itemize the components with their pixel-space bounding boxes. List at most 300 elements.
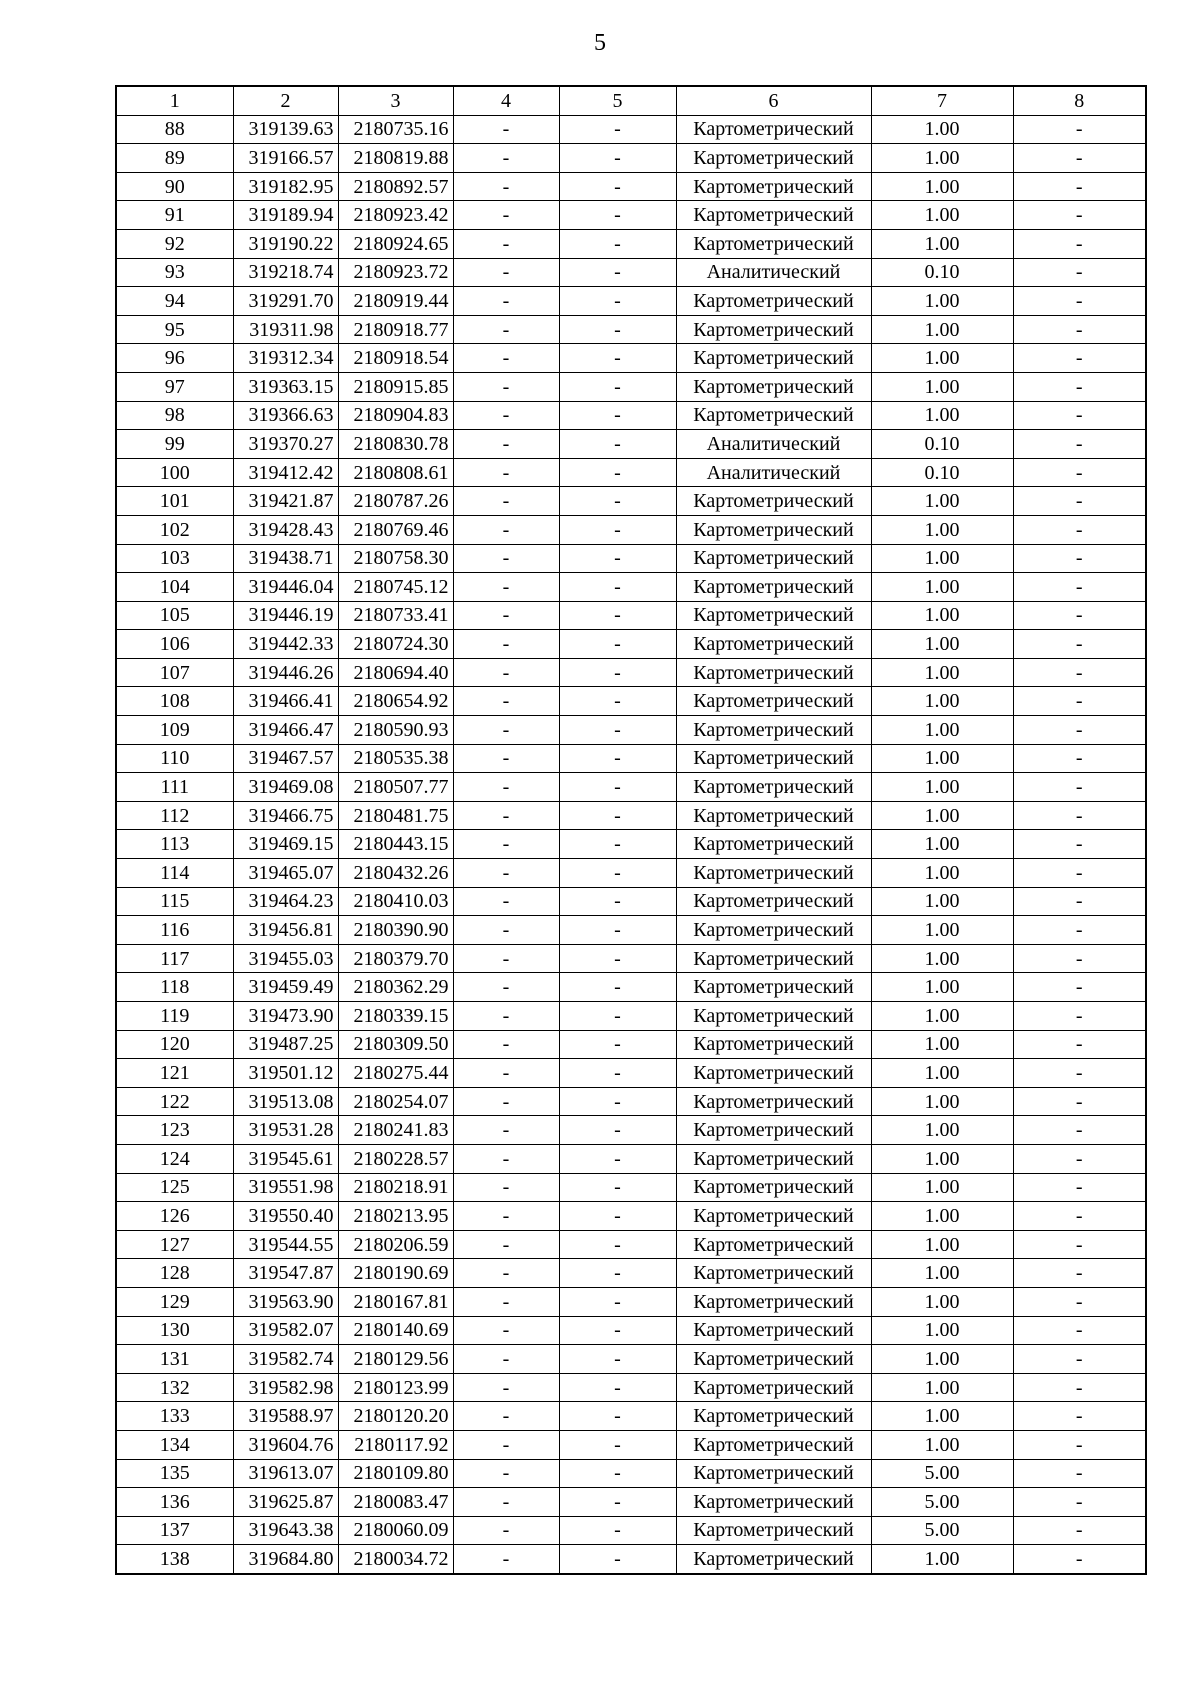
accuracy-cell: 1.00 [871, 315, 1013, 344]
col8-value-cell: - [1013, 973, 1146, 1002]
col8-value-cell: - [1013, 1002, 1146, 1031]
x-coordinate-cell: 319613.07 [233, 1459, 338, 1488]
col5-value-cell: - [559, 1116, 676, 1145]
accuracy-cell: 1.00 [871, 1545, 1013, 1574]
col5-value-cell: - [559, 601, 676, 630]
method-cell: Картометрический [676, 687, 871, 716]
method-cell: Картометрический [676, 544, 871, 573]
table-row [116, 515, 1146, 544]
point-number-cell: 129 [116, 1287, 233, 1316]
accuracy-cell: 1.00 [871, 687, 1013, 716]
x-coordinate-cell: 319370.27 [233, 430, 338, 459]
x-coordinate-cell: 319588.97 [233, 1402, 338, 1431]
col4-value-cell: - [453, 487, 559, 516]
method-cell: Картометрический [676, 1173, 871, 1202]
table-row [116, 344, 1146, 373]
method-cell: Картометрический [676, 573, 871, 602]
y-coordinate-cell: 2180481.75 [338, 801, 453, 830]
col5-value-cell: - [559, 458, 676, 487]
y-coordinate-cell: 2180808.61 [338, 458, 453, 487]
col4-value-cell: - [453, 830, 559, 859]
col4-value-cell: - [453, 401, 559, 430]
col5-value-cell: - [559, 115, 676, 144]
method-cell: Картометрический [676, 229, 871, 258]
table-row [116, 1345, 1146, 1374]
method-cell: Аналитический [676, 430, 871, 459]
col8-value-cell: - [1013, 201, 1146, 230]
col5-value-cell: - [559, 201, 676, 230]
y-coordinate-cell: 2180830.78 [338, 430, 453, 459]
col8-value-cell: - [1013, 630, 1146, 659]
y-coordinate-cell: 2180769.46 [338, 515, 453, 544]
accuracy-cell: 1.00 [871, 1116, 1013, 1145]
method-cell: Картометрический [676, 944, 871, 973]
accuracy-cell: 1.00 [871, 144, 1013, 173]
point-number-cell: 102 [116, 515, 233, 544]
table-row [116, 287, 1146, 316]
y-coordinate-cell: 2180228.57 [338, 1144, 453, 1173]
y-coordinate-cell: 2180339.15 [338, 1002, 453, 1031]
col5-value-cell: - [559, 773, 676, 802]
accuracy-cell: 0.10 [871, 430, 1013, 459]
column-header-1: 1 [116, 86, 233, 115]
y-coordinate-cell: 2180694.40 [338, 658, 453, 687]
x-coordinate-cell: 319501.12 [233, 1059, 338, 1088]
y-coordinate-cell: 2180923.72 [338, 258, 453, 287]
y-coordinate-cell: 2180060.09 [338, 1516, 453, 1545]
col4-value-cell: - [453, 1144, 559, 1173]
col8-value-cell: - [1013, 515, 1146, 544]
x-coordinate-cell: 319312.34 [233, 344, 338, 373]
method-cell: Картометрический [676, 1259, 871, 1288]
col4-value-cell: - [453, 544, 559, 573]
y-coordinate-cell: 2180129.56 [338, 1345, 453, 1374]
accuracy-cell: 1.00 [871, 658, 1013, 687]
point-number-cell: 138 [116, 1545, 233, 1574]
col5-value-cell: - [559, 687, 676, 716]
y-coordinate-cell: 2180309.50 [338, 1030, 453, 1059]
x-coordinate-cell: 319291.70 [233, 287, 338, 316]
col8-value-cell: - [1013, 1345, 1146, 1374]
table-row [116, 1402, 1146, 1431]
method-cell: Аналитический [676, 458, 871, 487]
y-coordinate-cell: 2180432.26 [338, 859, 453, 888]
x-coordinate-cell: 319166.57 [233, 144, 338, 173]
col4-value-cell: - [453, 1545, 559, 1574]
point-number-cell: 123 [116, 1116, 233, 1145]
x-coordinate-cell: 319487.25 [233, 1030, 338, 1059]
y-coordinate-cell: 2180254.07 [338, 1087, 453, 1116]
x-coordinate-cell: 319547.87 [233, 1259, 338, 1288]
table-row [116, 229, 1146, 258]
col4-value-cell: - [453, 887, 559, 916]
method-cell: Картометрический [676, 1345, 871, 1374]
point-number-cell: 120 [116, 1030, 233, 1059]
col8-value-cell: - [1013, 229, 1146, 258]
x-coordinate-cell: 319466.41 [233, 687, 338, 716]
col5-value-cell: - [559, 658, 676, 687]
x-coordinate-cell: 319446.04 [233, 573, 338, 602]
col4-value-cell: - [453, 916, 559, 945]
x-coordinate-cell: 319446.26 [233, 658, 338, 687]
x-coordinate-cell: 319438.71 [233, 544, 338, 573]
y-coordinate-cell: 2180724.30 [338, 630, 453, 659]
accuracy-cell: 1.00 [871, 1345, 1013, 1374]
coordinates-table [115, 85, 1147, 1575]
accuracy-cell: 1.00 [871, 773, 1013, 802]
col8-value-cell: - [1013, 287, 1146, 316]
accuracy-cell: 1.00 [871, 573, 1013, 602]
col4-value-cell: - [453, 1230, 559, 1259]
accuracy-cell: 1.00 [871, 859, 1013, 888]
accuracy-cell: 0.10 [871, 258, 1013, 287]
method-cell: Картометрический [676, 1430, 871, 1459]
table-row [116, 1144, 1146, 1173]
accuracy-cell: 1.00 [871, 1059, 1013, 1088]
point-number-cell: 125 [116, 1173, 233, 1202]
table-row [116, 801, 1146, 830]
col8-value-cell: - [1013, 258, 1146, 287]
col8-value-cell: - [1013, 544, 1146, 573]
col5-value-cell: - [559, 1345, 676, 1374]
col5-value-cell: - [559, 487, 676, 516]
col5-value-cell: - [559, 801, 676, 830]
y-coordinate-cell: 2180213.95 [338, 1202, 453, 1231]
col4-value-cell: - [453, 973, 559, 1002]
accuracy-cell: 0.10 [871, 458, 1013, 487]
method-cell: Картометрический [676, 830, 871, 859]
x-coordinate-cell: 319643.38 [233, 1516, 338, 1545]
col8-value-cell: - [1013, 716, 1146, 745]
point-number-cell: 94 [116, 287, 233, 316]
table-row [116, 973, 1146, 1002]
accuracy-cell: 1.00 [871, 229, 1013, 258]
method-cell: Картометрический [676, 1116, 871, 1145]
col4-value-cell: - [453, 1402, 559, 1431]
col5-value-cell: - [559, 515, 676, 544]
method-cell: Картометрический [676, 1287, 871, 1316]
column-header-3: 3 [338, 86, 453, 115]
method-cell: Аналитический [676, 258, 871, 287]
y-coordinate-cell: 2180915.85 [338, 372, 453, 401]
col5-value-cell: - [559, 973, 676, 1002]
point-number-cell: 107 [116, 658, 233, 687]
method-cell: Картометрический [676, 1230, 871, 1259]
col8-value-cell: - [1013, 1144, 1146, 1173]
x-coordinate-cell: 319459.49 [233, 973, 338, 1002]
table-row [116, 1459, 1146, 1488]
col4-value-cell: - [453, 430, 559, 459]
table-row [116, 716, 1146, 745]
col4-value-cell: - [453, 1345, 559, 1374]
col5-value-cell: - [559, 887, 676, 916]
y-coordinate-cell: 2180123.99 [338, 1373, 453, 1402]
table-row [116, 172, 1146, 201]
method-cell: Картометрический [676, 287, 871, 316]
table-row [116, 1230, 1146, 1259]
method-cell: Картометрический [676, 744, 871, 773]
col5-value-cell: - [559, 1173, 676, 1202]
table-row [116, 601, 1146, 630]
point-number-cell: 111 [116, 773, 233, 802]
method-cell: Картометрический [676, 630, 871, 659]
col4-value-cell: - [453, 1002, 559, 1031]
y-coordinate-cell: 2180892.57 [338, 172, 453, 201]
col5-value-cell: - [559, 1373, 676, 1402]
col8-value-cell: - [1013, 830, 1146, 859]
table-row [116, 744, 1146, 773]
col8-value-cell: - [1013, 172, 1146, 201]
col8-value-cell: - [1013, 401, 1146, 430]
col8-value-cell: - [1013, 916, 1146, 945]
table-row [116, 1087, 1146, 1116]
y-coordinate-cell: 2180410.03 [338, 887, 453, 916]
col8-value-cell: - [1013, 1430, 1146, 1459]
method-cell: Картометрический [676, 201, 871, 230]
y-coordinate-cell: 2180919.44 [338, 287, 453, 316]
y-coordinate-cell: 2180167.81 [338, 1287, 453, 1316]
method-cell: Картометрический [676, 1373, 871, 1402]
x-coordinate-cell: 319531.28 [233, 1116, 338, 1145]
accuracy-cell: 5.00 [871, 1488, 1013, 1517]
y-coordinate-cell: 2180654.92 [338, 687, 453, 716]
col4-value-cell: - [453, 1287, 559, 1316]
col4-value-cell: - [453, 1516, 559, 1545]
point-number-cell: 117 [116, 944, 233, 973]
accuracy-cell: 1.00 [871, 944, 1013, 973]
point-number-cell: 99 [116, 430, 233, 459]
y-coordinate-cell: 2180190.69 [338, 1259, 453, 1288]
y-coordinate-cell: 2180379.70 [338, 944, 453, 973]
x-coordinate-cell: 319545.61 [233, 1144, 338, 1173]
col8-value-cell: - [1013, 1030, 1146, 1059]
x-coordinate-cell: 319469.08 [233, 773, 338, 802]
method-cell: Картометрический [676, 716, 871, 745]
col8-value-cell: - [1013, 859, 1146, 888]
col5-value-cell: - [559, 372, 676, 401]
y-coordinate-cell: 2180034.72 [338, 1545, 453, 1574]
method-cell: Картометрический [676, 401, 871, 430]
point-number-cell: 110 [116, 744, 233, 773]
method-cell: Картометрический [676, 487, 871, 516]
x-coordinate-cell: 319544.55 [233, 1230, 338, 1259]
accuracy-cell: 1.00 [871, 744, 1013, 773]
col5-value-cell: - [559, 573, 676, 602]
accuracy-cell: 1.00 [871, 887, 1013, 916]
accuracy-cell: 1.00 [871, 1287, 1013, 1316]
x-coordinate-cell: 319182.95 [233, 172, 338, 201]
point-number-cell: 105 [116, 601, 233, 630]
x-coordinate-cell: 319421.87 [233, 487, 338, 516]
x-coordinate-cell: 319189.94 [233, 201, 338, 230]
accuracy-cell: 1.00 [871, 1430, 1013, 1459]
y-coordinate-cell: 2180140.69 [338, 1316, 453, 1345]
y-coordinate-cell: 2180590.93 [338, 716, 453, 745]
method-cell: Картометрический [676, 1516, 871, 1545]
accuracy-cell: 1.00 [871, 1173, 1013, 1202]
accuracy-cell: 1.00 [871, 344, 1013, 373]
col4-value-cell: - [453, 1173, 559, 1202]
x-coordinate-cell: 319466.75 [233, 801, 338, 830]
point-number-cell: 127 [116, 1230, 233, 1259]
x-coordinate-cell: 319550.40 [233, 1202, 338, 1231]
accuracy-cell: 1.00 [871, 1087, 1013, 1116]
col5-value-cell: - [559, 1259, 676, 1288]
method-cell: Картометрический [676, 887, 871, 916]
y-coordinate-cell: 2180535.38 [338, 744, 453, 773]
point-number-cell: 128 [116, 1259, 233, 1288]
point-number-cell: 134 [116, 1430, 233, 1459]
method-cell: Картометрический [676, 1030, 871, 1059]
method-cell: Картометрический [676, 1059, 871, 1088]
point-number-cell: 113 [116, 830, 233, 859]
method-cell: Картометрический [676, 315, 871, 344]
col5-value-cell: - [559, 1202, 676, 1231]
table-row [116, 1259, 1146, 1288]
method-cell: Картометрический [676, 973, 871, 1002]
col4-value-cell: - [453, 1316, 559, 1345]
method-cell: Картометрический [676, 1545, 871, 1574]
table-row [116, 430, 1146, 459]
method-cell: Картометрический [676, 916, 871, 945]
accuracy-cell: 1.00 [871, 487, 1013, 516]
col5-value-cell: - [559, 1402, 676, 1431]
x-coordinate-cell: 319582.98 [233, 1373, 338, 1402]
point-number-cell: 101 [116, 487, 233, 516]
method-cell: Картометрический [676, 601, 871, 630]
method-cell: Картометрический [676, 1202, 871, 1231]
accuracy-cell: 1.00 [871, 372, 1013, 401]
col5-value-cell: - [559, 1316, 676, 1345]
table-row [116, 687, 1146, 716]
accuracy-cell: 1.00 [871, 1230, 1013, 1259]
x-coordinate-cell: 319582.07 [233, 1316, 338, 1345]
method-cell: Картометрический [676, 372, 871, 401]
table-row [116, 487, 1146, 516]
col4-value-cell: - [453, 944, 559, 973]
x-coordinate-cell: 319563.90 [233, 1287, 338, 1316]
col4-value-cell: - [453, 315, 559, 344]
method-cell: Картометрический [676, 1002, 871, 1031]
col5-value-cell: - [559, 172, 676, 201]
col8-value-cell: - [1013, 1402, 1146, 1431]
accuracy-cell: 1.00 [871, 830, 1013, 859]
point-number-cell: 137 [116, 1516, 233, 1545]
table-row [116, 1373, 1146, 1402]
col5-value-cell: - [559, 1488, 676, 1517]
y-coordinate-cell: 2180275.44 [338, 1059, 453, 1088]
accuracy-cell: 1.00 [871, 287, 1013, 316]
accuracy-cell: 1.00 [871, 115, 1013, 144]
x-coordinate-cell: 319218.74 [233, 258, 338, 287]
point-number-cell: 130 [116, 1316, 233, 1345]
table-row [116, 859, 1146, 888]
col5-value-cell: - [559, 1459, 676, 1488]
col8-value-cell: - [1013, 344, 1146, 373]
col8-value-cell: - [1013, 1116, 1146, 1145]
x-coordinate-cell: 319442.33 [233, 630, 338, 659]
column-header-5: 5 [559, 86, 676, 115]
x-coordinate-cell: 319456.81 [233, 916, 338, 945]
method-cell: Картометрический [676, 1402, 871, 1431]
col4-value-cell: - [453, 1488, 559, 1517]
method-cell: Картометрический [676, 1316, 871, 1345]
table-row [116, 1545, 1146, 1574]
col4-value-cell: - [453, 601, 559, 630]
x-coordinate-cell: 319363.15 [233, 372, 338, 401]
method-cell: Картометрический [676, 515, 871, 544]
table-row [116, 258, 1146, 287]
x-coordinate-cell: 319551.98 [233, 1173, 338, 1202]
col5-value-cell: - [559, 1087, 676, 1116]
col5-value-cell: - [559, 344, 676, 373]
table-row [116, 773, 1146, 802]
y-coordinate-cell: 2180120.20 [338, 1402, 453, 1431]
point-number-cell: 95 [116, 315, 233, 344]
x-coordinate-cell: 319446.19 [233, 601, 338, 630]
x-coordinate-cell: 319139.63 [233, 115, 338, 144]
col5-value-cell: - [559, 1144, 676, 1173]
x-coordinate-cell: 319465.07 [233, 859, 338, 888]
col4-value-cell: - [453, 287, 559, 316]
method-cell: Картометрический [676, 773, 871, 802]
col4-value-cell: - [453, 115, 559, 144]
method-cell: Картометрический [676, 1087, 871, 1116]
point-number-cell: 93 [116, 258, 233, 287]
col4-value-cell: - [453, 172, 559, 201]
point-number-cell: 103 [116, 544, 233, 573]
col5-value-cell: - [559, 1516, 676, 1545]
col4-value-cell: - [453, 1259, 559, 1288]
y-coordinate-cell: 2180924.65 [338, 229, 453, 258]
point-number-cell: 131 [116, 1345, 233, 1374]
table-row [116, 1202, 1146, 1231]
y-coordinate-cell: 2180507.77 [338, 773, 453, 802]
accuracy-cell: 1.00 [871, 1259, 1013, 1288]
col4-value-cell: - [453, 458, 559, 487]
point-number-cell: 126 [116, 1202, 233, 1231]
x-coordinate-cell: 319190.22 [233, 229, 338, 258]
table-row [116, 658, 1146, 687]
method-cell: Картометрический [676, 859, 871, 888]
accuracy-cell: 1.00 [871, 1402, 1013, 1431]
col5-value-cell: - [559, 1230, 676, 1259]
x-coordinate-cell: 319466.47 [233, 716, 338, 745]
col4-value-cell: - [453, 372, 559, 401]
point-number-cell: 100 [116, 458, 233, 487]
y-coordinate-cell: 2180362.29 [338, 973, 453, 1002]
col8-value-cell: - [1013, 944, 1146, 973]
method-cell: Картометрический [676, 1144, 871, 1173]
col4-value-cell: - [453, 744, 559, 773]
col4-value-cell: - [453, 1430, 559, 1459]
table-row [116, 916, 1146, 945]
table-row [116, 1488, 1146, 1517]
point-number-cell: 135 [116, 1459, 233, 1488]
col8-value-cell: - [1013, 744, 1146, 773]
col8-value-cell: - [1013, 144, 1146, 173]
point-number-cell: 90 [116, 172, 233, 201]
table-row [116, 372, 1146, 401]
col4-value-cell: - [453, 1087, 559, 1116]
point-number-cell: 133 [116, 1402, 233, 1431]
y-coordinate-cell: 2180758.30 [338, 544, 453, 573]
col4-value-cell: - [453, 773, 559, 802]
y-coordinate-cell: 2180206.59 [338, 1230, 453, 1259]
col5-value-cell: - [559, 1287, 676, 1316]
col5-value-cell: - [559, 630, 676, 659]
accuracy-cell: 1.00 [871, 716, 1013, 745]
